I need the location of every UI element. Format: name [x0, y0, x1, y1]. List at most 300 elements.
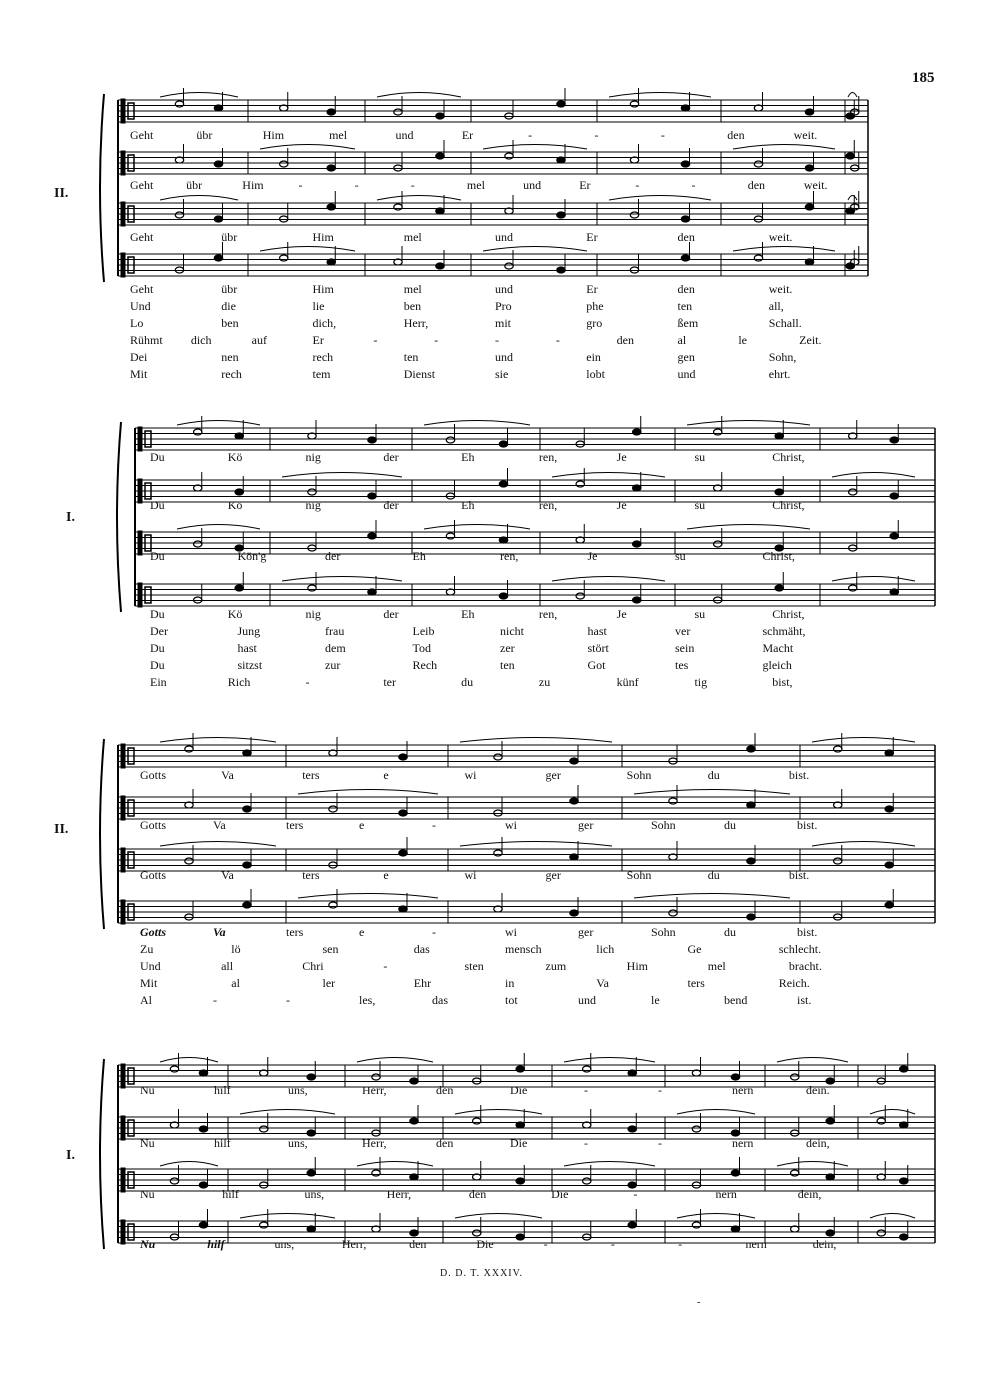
bass-verse-word: Zu — [140, 942, 154, 956]
notehead — [185, 746, 193, 752]
bass-verse-word: Sohn — [651, 925, 676, 939]
notehead — [499, 481, 507, 487]
slur — [609, 93, 711, 98]
bass-verse-word: lobt — [586, 367, 605, 381]
notehead — [747, 914, 755, 920]
staff-lyric-word: Him — [312, 230, 334, 244]
bass-verse-word: al — [677, 333, 687, 347]
slur — [812, 738, 915, 743]
bass-verse-word: bracht. — [788, 959, 822, 973]
staff-lyric-word: wi — [505, 818, 517, 832]
slur — [455, 1214, 542, 1219]
notehead — [436, 263, 444, 269]
bass-verse-word: ßem — [677, 316, 699, 330]
bass-verse-word: - — [383, 959, 388, 973]
bass-verse-word: ters — [286, 925, 304, 939]
bass-verse-word: dem — [325, 641, 346, 655]
notehead — [199, 1070, 207, 1076]
notehead — [900, 1122, 908, 1128]
notehead — [327, 204, 335, 210]
footer-signature: D. D. T. XXXIV. — [440, 1268, 524, 1279]
bass-verse-word: lö — [231, 942, 241, 956]
staff-lyric-word: Va — [213, 818, 226, 832]
bass-verse-word: Chri — [302, 959, 324, 973]
bass-verse-word: tem — [312, 367, 331, 381]
notehead — [747, 746, 755, 752]
staff-lyric-word: Gotts — [140, 768, 167, 782]
staff-lyric-word: e — [383, 768, 389, 782]
notehead — [570, 910, 578, 916]
bass-verse-word: ten — [677, 299, 693, 313]
staff-lyric-word: Er — [586, 230, 598, 244]
slur — [564, 1162, 655, 1167]
slur — [160, 842, 276, 847]
bass-verse-word: Die — [476, 1237, 494, 1251]
staff-lyric-word: nern — [732, 1136, 754, 1150]
bass-verse-word: gro — [586, 316, 603, 330]
bass-verse-word: nen — [221, 350, 239, 364]
bass-verse-word: tot — [505, 993, 518, 1007]
bass-verse-word: nig — [305, 607, 321, 621]
staff-lyric-word: - — [658, 1083, 662, 1097]
bass-verse-word: Zeit. — [799, 333, 822, 347]
bass-verse-word: übr — [221, 282, 238, 296]
bass-verse-word: ren, — [538, 607, 558, 621]
bass-verse-word: lie — [312, 299, 325, 313]
slur — [870, 1214, 915, 1219]
notehead — [243, 806, 251, 812]
notehead — [681, 216, 689, 222]
staff-lyric-word: - — [633, 1187, 638, 1201]
bass-verse-word: den — [616, 333, 634, 347]
slur — [160, 196, 238, 201]
clef-icon — [138, 427, 142, 451]
notehead — [900, 1234, 908, 1240]
slur — [483, 145, 587, 150]
bass-verse-word: Nu — [140, 1237, 156, 1251]
slur — [733, 145, 835, 150]
bass-verse-word: dich, — [312, 316, 337, 330]
slur — [687, 421, 810, 426]
notehead — [235, 585, 243, 591]
notehead — [633, 597, 641, 603]
notehead — [628, 1070, 636, 1076]
bass-verse-word: Kö — [227, 607, 243, 621]
notehead — [570, 758, 578, 764]
bass-verse-word: Va — [596, 976, 609, 990]
staff-lyric-word: nern — [732, 1083, 754, 1097]
slur — [564, 1058, 655, 1063]
notehead — [235, 433, 243, 439]
staff-lyric-word: Die — [510, 1136, 528, 1150]
clef-icon — [121, 744, 125, 768]
bass-verse-word: - — [495, 333, 499, 347]
staff-lyric-word: hilf — [214, 1136, 231, 1150]
bass-verse-word: Leib — [412, 624, 435, 638]
notehead — [280, 255, 288, 261]
slur — [240, 1110, 335, 1115]
staff-lyric-word: - — [432, 818, 436, 832]
staff-lyric-word: dein. — [806, 1083, 830, 1097]
slur — [424, 525, 530, 530]
bass-verse-word: mel — [403, 282, 422, 296]
notehead — [583, 1178, 591, 1184]
staff-lyric-word: übr — [196, 128, 213, 142]
staff-lyric-word: Geht — [130, 178, 154, 192]
notehead — [516, 1066, 524, 1072]
slur — [298, 894, 438, 899]
staff-lyric-word: der — [325, 549, 341, 563]
notehead — [308, 489, 316, 495]
staff-lyric-word: Christ, — [772, 498, 805, 512]
staff-lyric-word: Geht — [130, 128, 154, 142]
notehead — [499, 537, 507, 543]
slur — [177, 525, 260, 530]
notehead — [175, 101, 183, 107]
staff-lyric-word: Er — [461, 128, 474, 142]
clef-icon — [121, 1116, 125, 1140]
notehead — [372, 1074, 380, 1080]
staff-lyric-word: Kö — [227, 498, 243, 512]
bass-verse-word: Er — [312, 333, 324, 347]
bass-verse-word: und — [495, 282, 513, 296]
bass-verse-word: Rühmt — [130, 333, 163, 347]
notehead — [900, 1178, 908, 1184]
bass-verse-word: und — [578, 993, 596, 1007]
clef-icon — [121, 99, 125, 123]
staff-lyric-word: - — [635, 178, 640, 192]
clef-icon — [138, 479, 142, 503]
notehead — [436, 208, 444, 214]
staff-lyric-word: den — [727, 128, 745, 142]
staff-lyric-word: Va — [221, 768, 234, 782]
bass-verse-word: les, — [359, 993, 376, 1007]
bass-verse-word: hilf — [207, 1237, 225, 1251]
notehead — [327, 259, 335, 265]
staff-lyric-word: Je — [616, 450, 627, 464]
slur — [282, 473, 402, 478]
staff-lyric-word: su — [694, 450, 706, 464]
notehead — [628, 1126, 636, 1132]
bass-verse-word: stört — [587, 641, 609, 655]
slur — [460, 842, 612, 847]
notehead — [505, 153, 513, 159]
notehead — [834, 746, 842, 752]
staff-lyric-word: weit. — [793, 128, 818, 142]
notehead — [890, 589, 898, 595]
notehead — [307, 1170, 315, 1176]
notehead — [399, 906, 407, 912]
staff-lyric-word: nern — [715, 1187, 737, 1201]
notehead — [394, 109, 402, 115]
bass-verse-word: al — [231, 976, 240, 990]
notehead — [243, 750, 251, 756]
staff-lyric-word: Herr, — [362, 1136, 387, 1150]
notehead — [633, 541, 641, 547]
notehead — [399, 810, 407, 816]
bass-verse-word: Macht — [762, 641, 794, 655]
bass-verse-word: Ge — [687, 942, 702, 956]
notehead — [329, 806, 337, 812]
bass-verse-word: hast — [237, 641, 257, 655]
bass-verse-word: Dei — [130, 350, 148, 364]
bass-verse-word: - — [555, 333, 560, 347]
bass-verse-word: tes — [675, 658, 689, 672]
slur — [677, 1214, 755, 1219]
clef-icon — [121, 796, 125, 820]
notehead — [692, 1126, 700, 1132]
clef-icon — [121, 900, 125, 924]
bass-verse-word: und — [677, 367, 696, 381]
notehead — [570, 854, 578, 860]
bass-verse-word: Herr, — [341, 1237, 367, 1251]
system-bracket — [100, 1059, 104, 1249]
staff-lyric-word: Christ, — [762, 549, 795, 563]
staff-lyric-word: bist. — [788, 868, 810, 882]
staff-lyric-word: und — [495, 230, 513, 244]
notehead — [775, 585, 783, 591]
bass-verse-word: - — [543, 1237, 548, 1251]
staff-lyric-word: übr — [186, 178, 203, 192]
slur — [160, 93, 238, 98]
notehead — [368, 493, 376, 499]
notehead — [170, 1066, 178, 1072]
staff-lyric-word: e — [359, 818, 365, 832]
notehead — [754, 161, 762, 167]
bass-verse-word: Dienst — [403, 367, 436, 381]
notehead — [199, 1182, 207, 1188]
notehead — [194, 429, 202, 435]
notehead — [747, 802, 755, 808]
bass-verse-word: ist. — [797, 993, 812, 1007]
bass-verse-word: Va — [213, 925, 226, 939]
slur — [177, 421, 260, 426]
notehead — [557, 101, 565, 107]
staff-lyric-word: Je — [587, 549, 598, 563]
bass-verse-word: Eh — [461, 607, 475, 621]
notehead — [791, 1074, 799, 1080]
bass-verse-word: Und — [130, 299, 151, 313]
bass-verse-word: Ehr — [413, 976, 432, 990]
bass-verse-word: Du — [150, 641, 165, 655]
bass-verse-word: ler — [322, 976, 336, 990]
notehead — [669, 798, 677, 804]
staff-lyric-word: Er — [579, 178, 591, 192]
notehead — [170, 1178, 178, 1184]
notehead — [890, 493, 898, 499]
notehead — [557, 267, 565, 273]
bass-verse-word: künf — [616, 675, 639, 689]
staff-lyric-word: Him — [242, 178, 264, 192]
slur — [634, 894, 790, 899]
bass-verse-word: Gotts — [140, 925, 167, 939]
staff-lyric-word: Kö — [227, 450, 243, 464]
staff-lyric-word: du — [707, 868, 720, 882]
staff-lyric-word: weit. — [768, 230, 793, 244]
notehead — [260, 1222, 268, 1228]
notehead — [583, 1066, 591, 1072]
notehead — [199, 1222, 207, 1228]
notehead — [576, 481, 584, 487]
notehead — [731, 1170, 739, 1176]
bass-verse-word: Him — [312, 282, 334, 296]
page-number: 185 — [912, 70, 935, 86]
bass-verse-word: Mit — [130, 367, 148, 381]
bass-verse-word: nicht — [500, 624, 524, 638]
staff-lyric-word: wi — [464, 868, 477, 882]
staff-lyric-word: dein, — [797, 1187, 822, 1201]
staff-lyric-word: ren, — [500, 549, 519, 563]
bass-verse-word: frau — [325, 624, 345, 638]
staff-lyric-word: Sohn — [626, 868, 652, 882]
notehead — [329, 902, 337, 908]
notehead — [630, 101, 638, 107]
notehead — [877, 1118, 885, 1124]
bass-verse-word: su — [694, 607, 706, 621]
staff-lyric-word: den — [436, 1083, 454, 1097]
staff-lyric-word: - — [354, 178, 359, 192]
staff-lyric-word: bist. — [788, 768, 810, 782]
bass-verse-word: dich — [190, 333, 212, 347]
slur — [282, 577, 402, 582]
notehead — [885, 806, 893, 812]
bass-verse-word: Du — [150, 607, 165, 621]
bass-verse-word: mel — [707, 959, 726, 973]
notehead — [410, 1174, 418, 1180]
bass-verse-word: schmäht, — [762, 624, 806, 638]
bass-verse-word: gleich — [762, 658, 792, 672]
notehead — [368, 533, 376, 539]
notehead — [499, 593, 507, 599]
staff-lyric-word: mel — [329, 128, 348, 142]
notehead — [410, 1078, 418, 1084]
score-drawing — [100, 88, 935, 1249]
notehead — [199, 1126, 207, 1132]
staff-lyric-word: uns, — [288, 1083, 308, 1097]
staff-lyric-word: mel — [403, 230, 422, 244]
notehead — [681, 105, 689, 111]
notehead — [805, 204, 813, 210]
slur — [777, 1162, 848, 1167]
notehead — [826, 1174, 834, 1180]
slur — [832, 473, 915, 478]
notehead — [754, 255, 762, 261]
notehead — [681, 255, 689, 261]
bass-verse-word: Lo — [130, 316, 144, 330]
bass-verse-word: bist. — [797, 925, 818, 939]
bass-verse-word: den — [409, 1237, 427, 1251]
bass-verse-word: ten — [500, 658, 515, 672]
notehead — [846, 263, 854, 269]
bass-verse-word: ein — [586, 350, 601, 364]
notehead — [494, 754, 502, 760]
notehead — [805, 109, 813, 115]
slur — [240, 1214, 335, 1219]
staff-lyric-word: Du — [150, 450, 165, 464]
clef-icon — [121, 253, 125, 277]
notehead — [410, 1118, 418, 1124]
slur — [424, 421, 530, 426]
bass-verse-word: e — [359, 925, 365, 939]
bass-verse-word: uns, — [274, 1237, 295, 1251]
bass-verse-word: und — [495, 350, 513, 364]
bass-verse-word: zum — [545, 959, 567, 973]
bass-verse-word: phe — [586, 299, 604, 313]
clef-icon — [121, 1220, 125, 1244]
slur — [160, 1058, 218, 1063]
notehead — [849, 585, 857, 591]
notehead — [410, 1230, 418, 1236]
staff-lyric-word: ger — [545, 768, 561, 782]
staff-lyric-word: Herr, — [386, 1187, 412, 1201]
notehead — [890, 533, 898, 539]
bass-verse-word: Rech — [412, 658, 438, 672]
notehead — [516, 1178, 524, 1184]
staff-lyric-word: e — [383, 868, 389, 882]
staff-lyric-word: su — [694, 498, 706, 512]
notehead — [885, 750, 893, 756]
staff-lyric-word: den — [468, 1187, 487, 1201]
bass-verse-word: Pro — [495, 299, 512, 313]
notehead — [494, 850, 502, 856]
slur — [260, 247, 355, 252]
staff-lyric-word: uns, — [304, 1187, 325, 1201]
staff-lyric-word: su — [675, 549, 686, 563]
staff-lyric-word: wi — [464, 768, 477, 782]
notehead — [890, 437, 898, 443]
staff-lyric-word: übr — [221, 230, 238, 244]
slur — [677, 1110, 755, 1115]
staff-lyric-word: ger — [578, 818, 594, 832]
slur — [733, 247, 835, 252]
notehead — [446, 533, 454, 539]
bass-verse-word: in — [505, 976, 515, 990]
staff-lyric-word: du — [724, 818, 736, 832]
system-bracket — [100, 739, 104, 929]
bass-verse-word: Al — [140, 993, 152, 1007]
chorus-label-system-2: I. — [66, 510, 75, 525]
notehead — [214, 255, 222, 261]
bass-verse-word: ger — [578, 925, 594, 939]
slur — [260, 145, 355, 150]
clef-icon — [121, 202, 125, 226]
slur — [812, 842, 915, 847]
notehead — [885, 862, 893, 868]
staff-lyric-word: ters — [302, 868, 320, 882]
notehead — [327, 165, 335, 171]
notehead — [260, 1126, 268, 1132]
staff-lyric-word: Eh — [461, 498, 475, 512]
notehead — [436, 153, 444, 159]
bass-verse-word: Got — [587, 658, 606, 672]
bass-verse-word: Tod — [412, 641, 431, 655]
bass-verse-word: Ein — [150, 675, 167, 689]
staff-lyric-word: - — [594, 128, 599, 142]
bass-verse-word: - — [678, 1237, 683, 1251]
notehead — [368, 589, 376, 595]
bass-verse-word: lich — [596, 942, 615, 956]
bass-verse-word: bist, — [772, 675, 793, 689]
staff-lyric-word: und — [395, 128, 414, 142]
bass-verse-word: die — [221, 299, 236, 313]
staff-lyric-word: - — [584, 1136, 588, 1150]
staff-lyric-word: Him — [262, 128, 285, 142]
staff-lyric-word: Gotts — [140, 868, 167, 882]
notehead — [327, 109, 335, 115]
notehead — [834, 858, 842, 864]
bass-verse-word: le — [738, 333, 747, 347]
staff-lyric-word: Eh — [461, 450, 475, 464]
